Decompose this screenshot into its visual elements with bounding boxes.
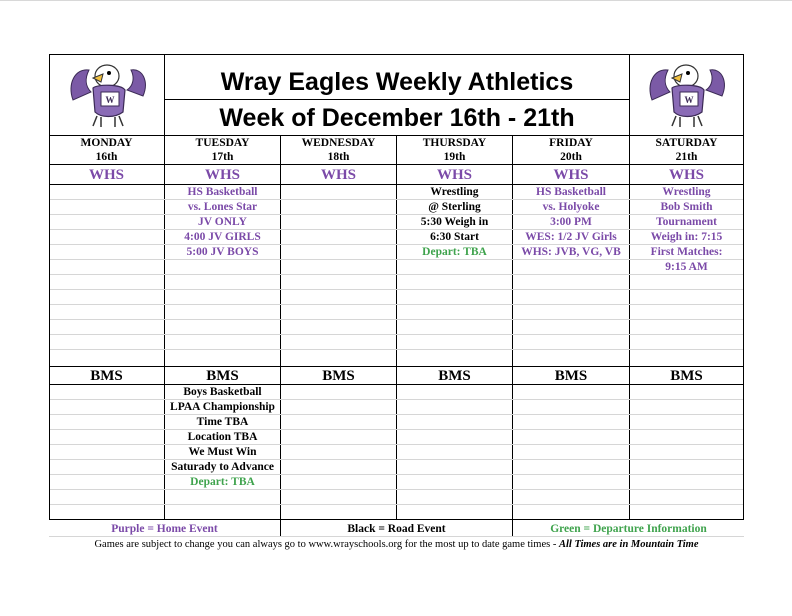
- bms-header: BMS: [670, 368, 703, 384]
- whs-header: WHS: [553, 167, 589, 183]
- whs-cell-tuesday: [165, 185, 280, 260]
- event-line: Location TBA: [187, 431, 258, 443]
- bms-header: BMS: [554, 368, 588, 384]
- event-line: Wrestling: [430, 186, 479, 198]
- event-line: WES: 1/2 JV Girls: [525, 231, 617, 243]
- footer-note-emphasis: All Times are in Mountain Time: [558, 539, 699, 550]
- event-line: 5:00 JV BOYS: [186, 246, 259, 258]
- bms-header: BMS: [90, 368, 123, 384]
- legend-road-event: Black = Road Event: [347, 523, 446, 535]
- event-line: HS Basketball: [187, 186, 258, 198]
- event-line: 5:30 Weigh in: [420, 216, 489, 228]
- event-line: vs. Lones Star: [187, 201, 258, 213]
- day-header-friday: FRIDAY 20th: [549, 137, 593, 163]
- athletics-schedule-sheet: [49, 54, 744, 551]
- event-line: Wrestling: [662, 186, 711, 198]
- whs-cell-saturday: [630, 185, 743, 275]
- legend-departure-info: Green = Departure Information: [550, 523, 707, 535]
- whs-header: WHS: [320, 167, 356, 183]
- eagle-mascot-icon: [63, 60, 153, 130]
- event-line: Bob Smith: [660, 201, 713, 213]
- day-header-tuesday: TUESDAY 17th: [195, 137, 250, 163]
- event-line: Depart: TBA: [422, 246, 487, 258]
- svg-text:W: W: [105, 95, 115, 105]
- bms-header: BMS: [206, 368, 239, 384]
- event-line: vs. Holyoke: [542, 201, 600, 213]
- whs-cell-thursday: [397, 185, 512, 260]
- day-header-wednesday: WEDNESDAY 18th: [301, 137, 376, 163]
- event-line: 6:30 Start: [430, 231, 479, 243]
- event-line: @ Sterling: [428, 201, 481, 213]
- svg-text:W: W: [684, 95, 694, 105]
- whs-header: WHS: [204, 167, 240, 183]
- whs-header: WHS: [436, 167, 472, 183]
- bms-header: BMS: [438, 368, 471, 384]
- event-line: JV ONLY: [198, 216, 247, 228]
- page-title: Wray Eagles Weekly Athletics: [220, 68, 574, 96]
- eagle-mascot-icon: [642, 60, 732, 130]
- footer-note: [49, 538, 744, 552]
- event-line: Boys Basketball: [183, 386, 262, 398]
- bms-cell-tuesday: [165, 385, 280, 490]
- day-header-saturday: SATURDAY 21th: [655, 137, 718, 163]
- bms-header: BMS: [322, 368, 355, 384]
- day-header-monday: MONDAY 16th: [80, 137, 133, 163]
- event-line: Time TBA: [196, 416, 249, 428]
- top-divider: [0, 0, 792, 1]
- event-line: 4:00 JV GIRLS: [184, 231, 261, 243]
- legend-home-event: Purple = Home Event: [111, 523, 218, 535]
- event-line: Weigh in: 7:15: [650, 231, 723, 243]
- whs-header: WHS: [668, 167, 704, 183]
- event-line: HS Basketball: [536, 186, 606, 198]
- event-line: 9:15 AM: [665, 261, 708, 273]
- event-line: WHS: JVB, VG, VB: [521, 246, 621, 258]
- event-line: We Must Win: [188, 446, 257, 458]
- event-line: Tournament: [656, 216, 717, 228]
- whs-cell-friday: [513, 185, 629, 260]
- event-line: First Matches:: [650, 246, 723, 258]
- event-line: LPAA Championship: [170, 401, 275, 413]
- event-line: Depart: TBA: [190, 476, 255, 488]
- day-header-thursday: THURSDAY 19th: [422, 137, 487, 163]
- event-line: 3:00 PM: [550, 216, 592, 228]
- week-title: Week of December 16th - 21th: [219, 104, 575, 132]
- event-line: Saturady to Advance: [171, 461, 274, 473]
- whs-header: WHS: [88, 167, 124, 183]
- footer-note-text: Games are subject to change you can always go to www.wrayschools.org for the most up to date game times -: [94, 539, 559, 550]
